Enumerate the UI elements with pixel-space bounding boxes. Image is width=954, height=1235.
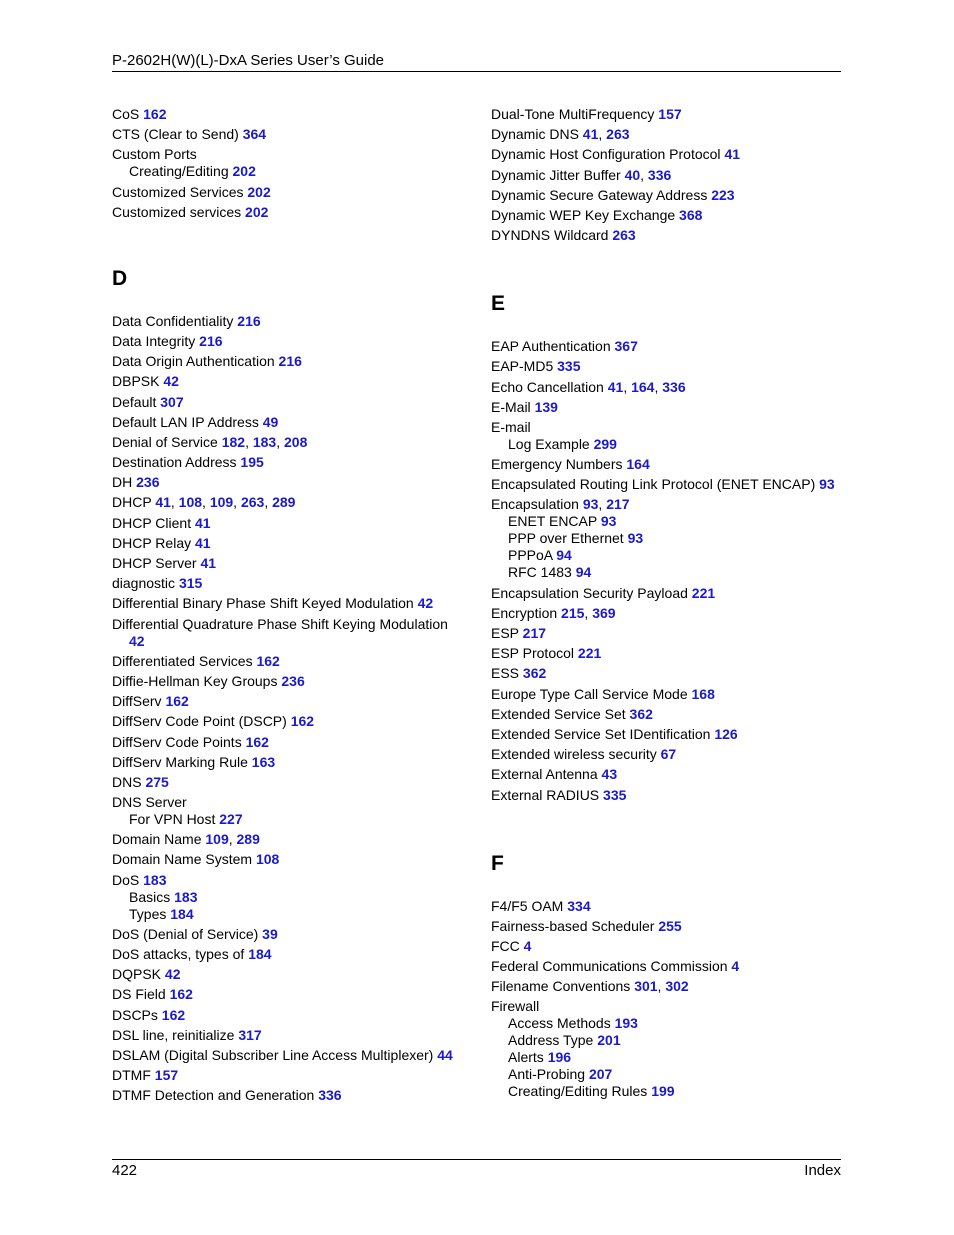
page-link[interactable]: 162 [143, 106, 167, 122]
page-link[interactable]: 317 [238, 1026, 262, 1043]
page-link[interactable]: 362 [629, 705, 653, 722]
index-term: Dual-Tone MultiFrequency [491, 106, 655, 122]
index-term: DHCP Client [112, 514, 192, 531]
index-subentry [491, 564, 851, 581]
index-entry [112, 1087, 472, 1104]
page-link[interactable]: 93 [600, 513, 617, 530]
page-link[interactable]: 162 [161, 1006, 186, 1023]
index-subentry [491, 513, 851, 530]
index-term: Extended wireless security [491, 746, 657, 763]
page-link[interactable]: 42 [164, 966, 181, 983]
page-link[interactable]: 42 [163, 373, 179, 390]
index-column-right [491, 106, 851, 1104]
index-entry [112, 851, 472, 868]
index-term: DNS [112, 773, 142, 790]
index-term: DoS (Denial of Service) [112, 925, 259, 942]
page-link[interactable]: 168 [691, 685, 715, 702]
index-term: External RADIUS [491, 786, 600, 803]
page-link[interactable]: 93 [627, 530, 644, 547]
index-subterm: Log Example [508, 435, 590, 452]
index-entry [112, 394, 472, 411]
index-term: Default [112, 393, 157, 410]
page-link[interactable]: 255 [658, 917, 682, 934]
index-term: Encryption [491, 604, 558, 621]
page-separator: , [228, 831, 237, 848]
index-subterm: Anti-Probing [508, 1066, 586, 1083]
index-entry [112, 653, 472, 670]
page-link[interactable]: 196 [547, 1049, 572, 1066]
page-link[interactable]: 217 [522, 625, 547, 641]
page-link[interactable]: 227 [219, 811, 243, 828]
index-subterm: ENET ENCAP [508, 513, 597, 530]
page-link[interactable]: 93 [582, 496, 599, 513]
page-link[interactable]: 202 [232, 163, 256, 180]
page-link[interactable]: 199 [651, 1083, 675, 1100]
index-subterm: Basics [129, 888, 171, 905]
page-link[interactable]: 184 [170, 905, 194, 922]
index-term: Dynamic Host Configuration Protocol [491, 146, 721, 163]
index-term: Dynamic DNS [491, 126, 579, 143]
index-term: DHCP [112, 494, 152, 511]
index-term: Data Confidentiality [112, 312, 234, 329]
index-entry [491, 958, 851, 975]
index-column-left [112, 106, 472, 1108]
page-link[interactable]: 182 [221, 433, 246, 450]
page-link[interactable]: 289 [236, 831, 260, 848]
index-term: Encapsulated Routing Link Protocol (ENET ENCAP) [491, 476, 816, 493]
page-link[interactable]: 236 [281, 672, 305, 689]
index-subentry [112, 163, 472, 180]
index-term: Europe Type Call Service Mode [491, 685, 688, 702]
page-link[interactable]: 41 [195, 514, 211, 531]
index-term: Data Integrity [112, 332, 196, 349]
index-term: DQPSK [112, 966, 162, 983]
index-section-heading: F [491, 851, 504, 875]
index-entry [491, 625, 851, 642]
index-entry [491, 106, 851, 123]
index-subterm: Alerts [508, 1049, 544, 1066]
page-link[interactable]: 40 [624, 166, 641, 183]
index-entry [112, 1067, 472, 1084]
index-entry [112, 595, 472, 612]
index-term: Fairness-based Scheduler [491, 917, 655, 934]
index-entry [491, 686, 851, 703]
index-term: Custom Ports [112, 146, 197, 163]
page-link[interactable]: 208 [284, 433, 308, 450]
index-subterm: For VPN Host [129, 811, 216, 828]
index-term: E-Mail [491, 398, 531, 415]
index-entry [112, 1007, 472, 1024]
index-term: DSLAM (Digital Subscriber Line Access Multiplexer) [112, 1046, 434, 1063]
index-subterm: Creating/Editing [129, 163, 229, 180]
page-link[interactable]: 41 [155, 494, 171, 511]
header-rule [112, 71, 841, 72]
index-entry [491, 207, 851, 224]
page-link[interactable]: 307 [160, 393, 184, 410]
page-link[interactable]: 157 [154, 1067, 179, 1084]
index-entry [112, 555, 472, 572]
index-entry [112, 1047, 472, 1064]
page-separator: , [598, 496, 607, 513]
page-link[interactable]: 367 [614, 338, 638, 355]
index-entry [112, 515, 472, 532]
index-term: EAP Authentication [491, 338, 611, 355]
index-entry-wrapped-pages [112, 633, 472, 650]
index-entry [491, 496, 851, 581]
index-term: DYNDNS Wildcard [491, 227, 609, 244]
page-link[interactable]: 93 [819, 476, 835, 493]
page-link[interactable]: 202 [245, 203, 269, 220]
index-entry [112, 831, 472, 848]
index-entry [112, 184, 472, 201]
index-subentry [491, 1049, 851, 1066]
index-entry [112, 946, 472, 963]
index-entry [112, 575, 472, 592]
page-link[interactable]: 223 [711, 186, 735, 203]
page-link[interactable]: 162 [169, 986, 193, 1003]
page-link[interactable]: 216 [199, 332, 223, 349]
page-link[interactable]: 275 [145, 773, 169, 790]
footer-page-number: 422 [112, 1162, 138, 1179]
page-link[interactable]: 184 [248, 946, 272, 962]
index-term: Extended Service Set IDentification [491, 725, 711, 742]
index-entry [491, 167, 851, 184]
index-entry [491, 726, 851, 743]
page-link[interactable]: 336 [647, 166, 672, 183]
page-separator: , [584, 604, 593, 621]
index-term: DSCPs [112, 1006, 158, 1023]
index-entry [112, 794, 472, 828]
page-link[interactable]: 183 [174, 888, 198, 905]
index-entry [112, 204, 472, 221]
page-separator: , [233, 494, 241, 511]
index-entry [112, 986, 472, 1003]
page-link[interactable]: 164 [626, 456, 650, 473]
index-entry [112, 774, 472, 791]
index-entry [112, 126, 472, 143]
page-link[interactable]: 41 [724, 146, 741, 163]
page-link[interactable]: 109 [209, 494, 234, 511]
index-term: DNS Server [112, 794, 187, 811]
index-term: Extended Service Set [491, 705, 626, 722]
index-term: DTMF Detection and Generation [112, 1087, 315, 1104]
page-link[interactable]: 4 [731, 958, 740, 975]
index-entry [112, 333, 472, 350]
index-subterm: Access Methods [508, 1015, 611, 1032]
index-entry [112, 313, 472, 330]
page-link[interactable]: 42 [129, 632, 145, 649]
index-entry [112, 734, 472, 751]
index-subentry [491, 1032, 851, 1049]
index-entry [112, 106, 472, 123]
index-entry [491, 766, 851, 783]
index-term: ESP Protocol [491, 645, 575, 662]
index-term: FCC [491, 937, 520, 954]
page-link[interactable]: 162 [245, 733, 269, 750]
page-link[interactable]: 41 [200, 555, 217, 571]
page-link[interactable]: 108 [255, 851, 280, 868]
index-entry [491, 898, 851, 915]
index-entry [491, 645, 851, 662]
page-link[interactable]: 217 [606, 496, 630, 513]
index-entry [491, 227, 851, 244]
index-term: DiffServ Code Point (DSCP) [112, 713, 287, 730]
index-entry [112, 474, 472, 491]
index-term: Dynamic Secure Gateway Address [491, 186, 708, 203]
page-link[interactable]: 215 [561, 604, 585, 621]
index-term: Dynamic Jitter Buffer [491, 166, 621, 183]
page-link[interactable]: 299 [593, 435, 617, 452]
index-term: ESS [491, 665, 520, 682]
index-term: Default LAN IP Address [112, 413, 259, 430]
page-separator: , [623, 378, 632, 395]
page-link[interactable]: 94 [556, 547, 572, 564]
page-link[interactable]: 183 [252, 433, 277, 450]
index-entry [112, 926, 472, 943]
page-link[interactable]: 43 [601, 766, 618, 783]
index-subterm: Address Type [508, 1032, 594, 1049]
index-entry [112, 754, 472, 771]
page-link[interactable]: 263 [606, 126, 630, 143]
index-term: DS Field [112, 986, 166, 1003]
index-entry [491, 419, 851, 453]
page-link[interactable]: 195 [240, 454, 264, 471]
index-entry [491, 585, 851, 602]
index-entry [491, 918, 851, 935]
index-entry [491, 456, 851, 473]
index-entry [491, 998, 851, 1100]
index-term: Echo Cancellation [491, 378, 604, 395]
index-term: Customized services [112, 203, 242, 220]
page-link[interactable]: 221 [691, 584, 716, 601]
index-entry [112, 414, 472, 431]
page-separator: , [202, 494, 210, 511]
index-subentry [491, 1015, 851, 1032]
index-term: diagnostic [112, 575, 176, 592]
page-link[interactable]: 362 [522, 665, 547, 682]
index-entry [491, 338, 851, 355]
page-link[interactable]: 193 [614, 1015, 638, 1032]
page-link[interactable]: 4 [523, 937, 532, 954]
index-entry [112, 146, 472, 180]
page-link[interactable]: 44 [437, 1046, 453, 1063]
index-entry [112, 673, 472, 690]
index-term: Firewall [491, 998, 540, 1015]
index-subentry [112, 811, 472, 828]
index-subterm: Creating/Editing Rules [508, 1083, 648, 1100]
index-term: E-mail [491, 418, 531, 435]
page-link[interactable]: 162 [290, 713, 315, 730]
index-term: DHCP Server [112, 555, 197, 571]
index-term: Filename Conventions [491, 978, 631, 995]
page-link[interactable]: 315 [178, 575, 203, 592]
page-separator: , [264, 494, 273, 511]
index-entry [491, 706, 851, 723]
page-link[interactable]: 334 [567, 897, 591, 914]
index-entry [491, 126, 851, 143]
index-subterm: RFC 1483 [508, 564, 572, 581]
index-subentry [112, 889, 472, 906]
page-link[interactable]: 162 [256, 652, 280, 669]
index-term: External Antenna [491, 766, 598, 783]
index-term: CoS [112, 106, 140, 122]
index-section-heading: D [112, 266, 128, 290]
page-link[interactable]: 109 [205, 831, 229, 848]
page-link[interactable]: 157 [658, 106, 682, 122]
index-term: Customized Services [112, 183, 244, 200]
index-subterm: PPP over Ethernet [508, 530, 624, 547]
index-entry [491, 605, 851, 622]
index-section-heading: E [491, 292, 506, 316]
page-separator: , [245, 433, 253, 450]
index-entry [112, 373, 472, 390]
page-link[interactable]: 216 [237, 312, 261, 329]
page-separator: , [657, 978, 666, 995]
index-entry [112, 353, 472, 370]
index-entry [491, 938, 851, 955]
page-separator: , [640, 166, 648, 183]
index-entry [112, 494, 472, 511]
page-link[interactable]: 368 [679, 206, 703, 223]
page-separator: , [598, 126, 607, 143]
index-term: DTMF [112, 1067, 151, 1084]
index-entry [112, 872, 472, 923]
page-separator: , [170, 494, 179, 511]
index-term: DoS [112, 871, 140, 888]
page-header-title: P-2602H(W)(L)-DxA Series User’s Guide [112, 52, 385, 69]
index-entry [112, 693, 472, 710]
page-link[interactable]: 336 [318, 1087, 342, 1104]
index-subentry [491, 436, 851, 453]
index-entry [112, 1027, 472, 1044]
index-term: Encapsulation [491, 496, 579, 513]
index-entry [491, 358, 851, 375]
index-entry [491, 746, 851, 763]
page-separator: , [276, 433, 284, 450]
page-link[interactable]: 67 [660, 746, 677, 763]
page-link[interactable]: 42 [417, 595, 434, 612]
index-term: EAP-MD5 [491, 358, 554, 375]
page-link[interactable]: 41 [607, 378, 624, 395]
index-term: DoS attacks, types of [112, 946, 245, 962]
index-entry [112, 616, 472, 650]
index-term: DBPSK [112, 373, 160, 390]
index-term: DH [112, 474, 133, 491]
index-term: Data Origin Authentication [112, 353, 275, 370]
page-link[interactable]: 369 [592, 604, 616, 621]
index-entry [491, 399, 851, 416]
page-link[interactable]: 335 [557, 358, 581, 375]
index-term: DiffServ [112, 693, 162, 710]
index-term: DSL line, reinitialize [112, 1026, 235, 1043]
index-term: Differential Binary Phase Shift Keyed Modulation [112, 595, 414, 612]
page-link[interactable]: 336 [662, 378, 686, 395]
page-link[interactable]: 49 [262, 413, 279, 430]
index-term: DiffServ Marking Rule [112, 753, 248, 770]
index-term: Denial of Service [112, 433, 218, 450]
index-term: Emergency Numbers [491, 456, 623, 473]
index-term: Diffie-Hellman Key Groups [112, 672, 278, 689]
index-subentry [491, 530, 851, 547]
index-entry [491, 476, 851, 493]
page-link[interactable]: 163 [251, 753, 276, 770]
page-link[interactable]: 202 [247, 183, 271, 200]
index-entry [112, 535, 472, 552]
index-entry [112, 713, 472, 730]
page-link[interactable]: 39 [262, 925, 278, 942]
page-link[interactable]: 335 [603, 786, 627, 803]
page-link[interactable]: 221 [577, 645, 602, 662]
page-link[interactable]: 289 [272, 494, 296, 511]
index-term: Domain Name System [112, 851, 253, 868]
index-term: Differentiated Services [112, 652, 253, 669]
index-entry [491, 187, 851, 204]
page-link[interactable]: 139 [534, 398, 558, 415]
page-link[interactable]: 94 [575, 564, 592, 581]
index-subterm: PPPoA [508, 547, 553, 564]
page-separator: , [654, 378, 663, 395]
footer-section-name: Index [804, 1162, 841, 1179]
index-term: F4/F5 OAM [491, 897, 564, 914]
index-term: DHCP Relay [112, 534, 192, 551]
index-term: ESP [491, 625, 519, 641]
page-link[interactable]: 364 [242, 126, 267, 143]
page-link[interactable]: 263 [612, 227, 636, 244]
index-term: CTS (Clear to Send) [112, 126, 239, 143]
page-link[interactable]: 183 [143, 871, 167, 888]
index-term: Domain Name [112, 831, 202, 848]
index-entry [491, 379, 851, 396]
index-subentry [491, 1083, 851, 1100]
index-entry [491, 978, 851, 995]
page-link[interactable]: 236 [136, 474, 160, 491]
index-subentry [112, 906, 472, 923]
page-link[interactable]: 216 [278, 353, 302, 370]
index-entry [491, 146, 851, 163]
page-link[interactable]: 108 [178, 494, 203, 511]
index-term: Encapsulation Security Payload [491, 584, 688, 601]
index-entry [491, 665, 851, 682]
page-link[interactable]: 41 [195, 534, 211, 551]
index-subentry [491, 547, 851, 564]
page-link[interactable]: 207 [588, 1066, 613, 1083]
index-term: Federal Communications Commission [491, 958, 728, 975]
index-term: Destination Address [112, 454, 237, 471]
page-link[interactable]: 41 [582, 126, 599, 143]
index-entry [112, 966, 472, 983]
page-link[interactable]: 201 [597, 1032, 621, 1049]
index-term: DiffServ Code Points [112, 733, 242, 750]
index-entry [112, 434, 472, 451]
page-link[interactable]: 302 [665, 978, 689, 995]
index-subentry [491, 1066, 851, 1083]
footer-rule [112, 1159, 841, 1160]
page-link[interactable]: 126 [714, 725, 738, 742]
index-term: Differential Quadrature Phase Shift Keying Modulation [112, 615, 448, 632]
index-entry [112, 454, 472, 471]
index-subterm: Types [129, 905, 167, 922]
index-entry [491, 787, 851, 804]
index-term: Dynamic WEP Key Exchange [491, 206, 676, 223]
page-link[interactable]: 301 [634, 978, 658, 995]
page-link[interactable]: 263 [240, 494, 265, 511]
page-link[interactable]: 164 [631, 378, 655, 395]
page-link[interactable]: 162 [165, 693, 189, 710]
